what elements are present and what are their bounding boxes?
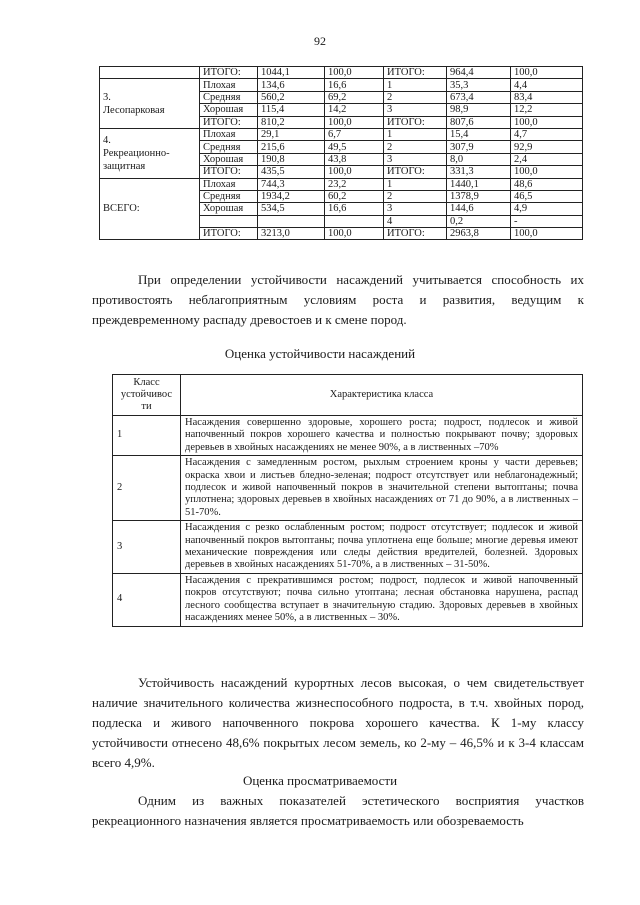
cell-p	[325, 215, 384, 227]
cell-a	[258, 215, 325, 227]
cell-a2: 1378,9	[447, 190, 511, 202]
cell-p2: 100,0	[511, 116, 583, 128]
cell-c: 2	[384, 91, 447, 103]
paragraph-stability-result: Устойчивость насаждений курортных лесов высокая, о чем свидетельствует наличие значительного количества жизнеспособного подроста, в т.ч. хвойных пород, подлеска и живого напочвенного покрова хорошего качества. К 1-му классу устойчивости отнесено 48,6% покрытых лесом земель, ко 2-му – 46,5% и к 3-4 классам всего 4,9%.	[92, 675, 584, 770]
class-description: Насаждения совершенно здоровые, хорошего роста; подрост, подлесок и живой напочвенный покров хорошего качества и полностью покрывают почву; здоровых деревьев в хвойных насаждениях не менее 90%, а в лиственных –70%	[181, 416, 583, 456]
heading-stability: Оценка устойчивости насаждений	[224, 346, 416, 361]
cell-a: 1044,1	[258, 67, 325, 79]
cell-c: ИТОГО:	[384, 116, 447, 128]
forest-quality-table	[99, 66, 583, 240]
cell-a: 115,4	[258, 104, 325, 116]
cell-q: Средняя	[200, 141, 258, 153]
cell-a2: 35,3	[447, 79, 511, 91]
cell-a: 215,6	[258, 141, 325, 153]
page-number: 92	[314, 34, 326, 48]
cell-p2: 83,4	[511, 91, 583, 103]
cell-a2: 1440,1	[447, 178, 511, 190]
paragraph-visibility: Одним из важных показателей эстетического восприятия участков рекреационного назначения является просматриваемость или обозреваемость	[92, 793, 584, 828]
cell-p: 100,0	[325, 116, 384, 128]
cell-p2: 100,0	[511, 67, 583, 79]
table-row	[113, 456, 583, 521]
cell-p: 49,5	[325, 141, 384, 153]
cell-a2: 0,2	[447, 215, 511, 227]
cell-a: 810,2	[258, 116, 325, 128]
category-cell: 3. Лесопарковая	[100, 79, 200, 129]
table-row	[113, 573, 583, 626]
cell-a2: 964,4	[447, 67, 511, 79]
class-number: 1	[113, 416, 181, 456]
cell-q: Хорошая	[200, 153, 258, 165]
cell-a: 3213,0	[258, 228, 325, 240]
cell-p: 100,0	[325, 228, 384, 240]
cell-p2: 12,2	[511, 104, 583, 116]
table-row	[100, 79, 583, 91]
cell-c: ИТОГО:	[384, 228, 447, 240]
cell-p2: -	[511, 215, 583, 227]
cell-p2: 4,7	[511, 128, 583, 140]
table-row	[100, 67, 583, 79]
cell-a2: 807,6	[447, 116, 511, 128]
cell-a2: 307,9	[447, 141, 511, 153]
cell-a2: 144,6	[447, 203, 511, 215]
class-number: 4	[113, 573, 181, 626]
cell-a: 190,8	[258, 153, 325, 165]
cell-p: 100,0	[325, 166, 384, 178]
header-class: Класс устойчивос ти	[113, 375, 181, 416]
table-row	[113, 521, 583, 574]
class-number: 3	[113, 521, 181, 574]
heading-visibility: Оценка просматриваемости	[242, 773, 398, 788]
cell-a: 1934,2	[258, 190, 325, 202]
cell-a2: 2963,8	[447, 228, 511, 240]
cell-p: 60,2	[325, 190, 384, 202]
cell-p2: 4,9	[511, 203, 583, 215]
cell-q: Средняя	[200, 91, 258, 103]
cell-c: ИТОГО:	[384, 67, 447, 79]
cell-p2: 4,4	[511, 79, 583, 91]
cell-p: 69,2	[325, 91, 384, 103]
cell-c: 3	[384, 104, 447, 116]
class-description: Насаждения с прекратившимся ростом; подрост, подлесок и живой напочвенный покров отсутствуют; почва сильно утоптана; лесная обстановка нарушена, распад лесного сообщества вступает в значительную стадию. Здоровых деревьев в хвойных насаждениях менее 50%, а в лиственных – 30%.	[181, 573, 583, 626]
cell-q: Средняя	[200, 190, 258, 202]
cell-q: ИТОГО:	[200, 228, 258, 240]
class-number: 2	[113, 456, 181, 521]
cell-p2: 2,4	[511, 153, 583, 165]
cell-a2: 98,9	[447, 104, 511, 116]
cell-q: ИТОГО:	[200, 67, 258, 79]
table-header-row	[113, 375, 583, 416]
cell-q: Плохая	[200, 79, 258, 91]
cell-c: 1	[384, 128, 447, 140]
cell-p: 14,2	[325, 104, 384, 116]
cell-a: 134,6	[258, 79, 325, 91]
stability-class-table	[112, 374, 583, 627]
table-row	[100, 178, 583, 190]
header-characteristic: Характеристика класса	[181, 375, 583, 416]
cell-a2: 331,3	[447, 166, 511, 178]
cell-a: 534,5	[258, 203, 325, 215]
cell-p: 43,8	[325, 153, 384, 165]
cell-c: ИТОГО:	[384, 166, 447, 178]
cell-p: 16,6	[325, 203, 384, 215]
cell-c: 2	[384, 141, 447, 153]
category-cell: 4. Рекреационно- защитная	[100, 128, 200, 178]
cell-a2: 8,0	[447, 153, 511, 165]
cell-a: 29,1	[258, 128, 325, 140]
cell-c: 3	[384, 153, 447, 165]
cell-q: ИТОГО:	[200, 116, 258, 128]
category-cell	[100, 67, 200, 79]
cell-q	[200, 215, 258, 227]
cell-c: 4	[384, 215, 447, 227]
cell-q: ИТОГО:	[200, 166, 258, 178]
cell-c: 2	[384, 190, 447, 202]
cell-q: Плохая	[200, 128, 258, 140]
cell-p: 6,7	[325, 128, 384, 140]
cell-p2: 100,0	[511, 166, 583, 178]
cell-q: Хорошая	[200, 203, 258, 215]
class-description: Насаждения с резко ослабленным ростом; подрост отсутствует; подлесок и живой напочвенный покров вытоптаны; почва уплотнена еще больше; многие деревья имеют механические повреждения или следы действия вредителей, болезней. Здоровых деревьев в хвойных насаждениях 51-70%, а в лиственных – 31-50%.	[181, 521, 583, 574]
cell-p: 100,0	[325, 67, 384, 79]
cell-a: 560,2	[258, 91, 325, 103]
cell-a: 435,5	[258, 166, 325, 178]
paragraph-stability-intro: При определении устойчивости насаждений учитывается способность их противостоять неблагоприятным условиям роста и развития, ведущим к преждевременному распаду древостоев и к смене пород.	[92, 272, 584, 327]
cell-c: 1	[384, 178, 447, 190]
category-cell: ВСЕГО:	[100, 178, 200, 240]
cell-p2: 92,9	[511, 141, 583, 153]
cell-q: Хорошая	[200, 104, 258, 116]
class-description: Насаждения с замедленным ростом, рыхлым строением кроны у части деревьев; окраска хвои и листьев бледно-зеленая; подрост отсутствует или неблагонадежный; подлесок и живой напочвенный покров в значительной степени вытоптаны; почва уплотнена; здоровых деревьев в хвойных насаждениях от 71 до 90%, а в лиственных – 51-70%.	[181, 456, 583, 521]
cell-p2: 46,5	[511, 190, 583, 202]
cell-c: 3	[384, 203, 447, 215]
cell-p: 23,2	[325, 178, 384, 190]
table-row	[100, 128, 583, 140]
cell-q: Плохая	[200, 178, 258, 190]
cell-c: 1	[384, 79, 447, 91]
cell-a2: 673,4	[447, 91, 511, 103]
cell-p2: 48,6	[511, 178, 583, 190]
table-row	[113, 416, 583, 456]
cell-p2: 100,0	[511, 228, 583, 240]
cell-p: 16,6	[325, 79, 384, 91]
cell-a2: 15,4	[447, 128, 511, 140]
cell-a: 744,3	[258, 178, 325, 190]
